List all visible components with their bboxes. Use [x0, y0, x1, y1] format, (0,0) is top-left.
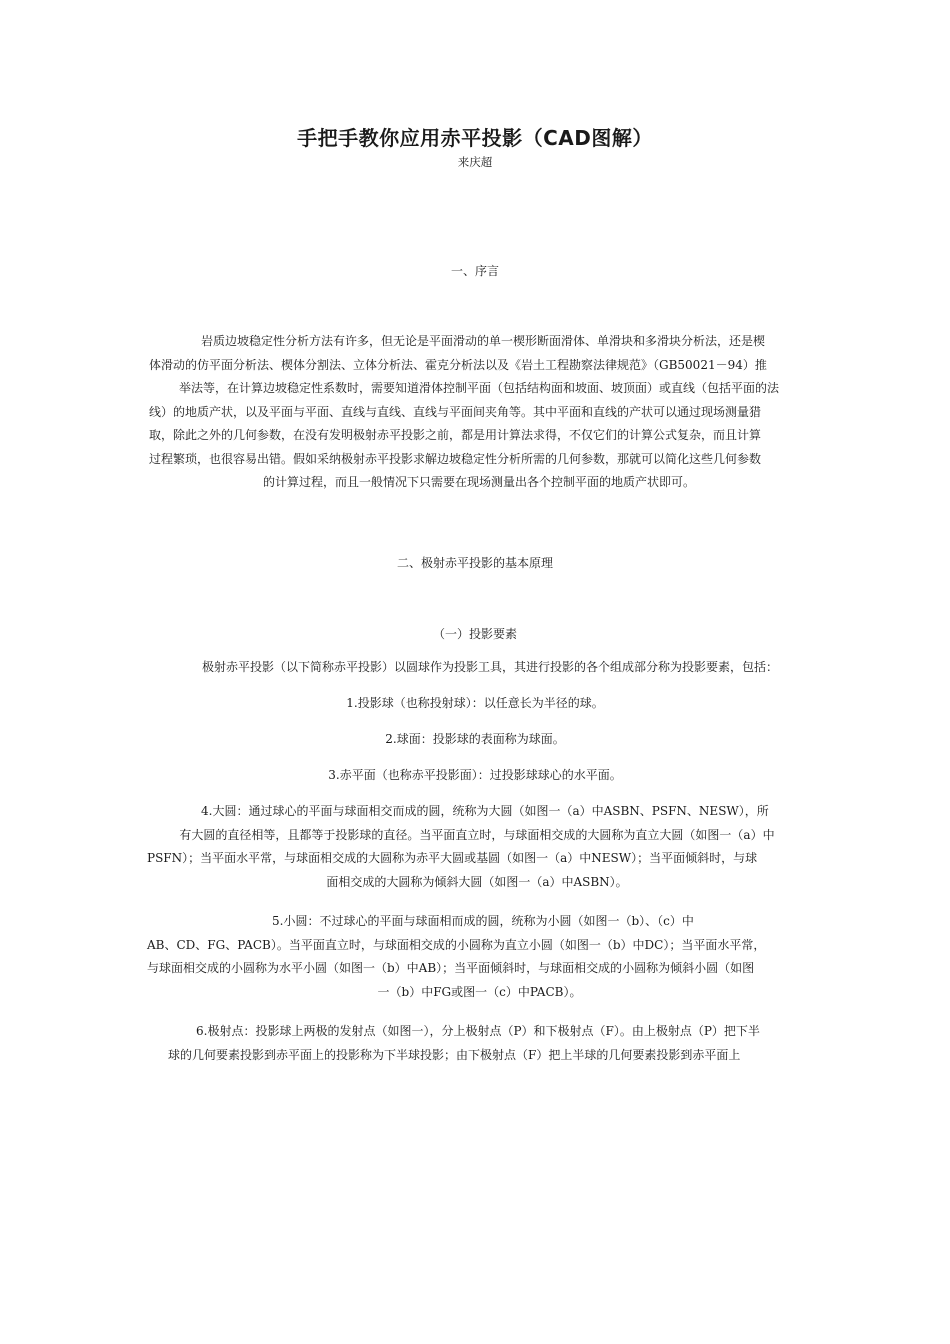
- author-name: 来庆超: [457, 155, 493, 169]
- list-item-4-line: 有大圆的直径相等，且都等于投影球的直径。当平面直立时，与球面相交成的大圆称为直立大圆（如图一（a）中: [179, 827, 775, 842]
- preface-line: 线）的地质产状，以及平面与平面、直线与直线、直线与平面间夹角等。其中平面和直线的产状可以通过现场测量猎: [149, 404, 762, 419]
- list-item-4-line: PSFN）；当平面水平常，与球面相交成的大圆称为赤平大圆或基圆（如图一（a）中NESW）；当平面倾斜时，与球: [147, 851, 758, 865]
- list-item-4-line: 4.大圆：通过球心的平面与球面相交而成的圆，统称为大圆（如图一（a）中ASBN、PSFN、NESW），所: [201, 804, 769, 818]
- list-item-1: 1.投影球（也称投射球）：以任意长为半径的球。: [346, 696, 604, 710]
- list-item-4-line: 面相交成的大圆称为倾斜大圆（如图一（a）中ASBN）。: [326, 874, 628, 889]
- preface-line: 过程繁琐，也很容易出错。假如采纳极射赤平投影求解边坡稳定性分析所需的几何参数，那就可以简化这些几何参数: [149, 451, 762, 466]
- intro-paragraph: [202, 656, 822, 680]
- list-item-5: [147, 910, 812, 1004]
- section-heading-preface: 一、序言: [450, 264, 499, 278]
- subsection-heading-elements: （一）投影要素: [432, 627, 517, 641]
- preface-line: 的计算过程，而且一般情况下只需要在现场测量出各个控制平面的地质产状即可。: [262, 475, 695, 489]
- list-item-6-line: 6.极射点：投影球上两极的发射点（如图一），分上极射点（P）和下极射点（F）。由上极射点（P）把下半: [196, 1024, 760, 1038]
- list-item-4: [147, 800, 807, 894]
- list-item-5-line: 一（b）中FG或图一（c）中PACB）。: [377, 984, 582, 999]
- list-item-5-line: 与球面相交成的小圆称为水平小圆（如图一（b）中AB）；当平面倾斜时，与球面相交成的小圆称为倾斜小圆（如图: [147, 961, 755, 975]
- preface-paragraph: [149, 330, 809, 495]
- preface-line: 体滑动的仿平面分析法、楔体分割法、立体分析法、霍克分析法以及《岩土工程勘察法律规范》（GB50021－94）推: [149, 357, 767, 372]
- list-item-5-line: AB、CD、FG、PACB）。当平面直立时，与球面相交成的小圆称为直立小圆（如图一（b）中DC）；当平面水平常，: [147, 937, 766, 952]
- list-item-5-line: 5.小圆：不过球心的平面与球面相而成的圆，统称为小圆（如图一（b）、（c）中: [272, 914, 694, 928]
- preface-line: 岩质边坡稳定性分析方法有许多，但无论是平面滑动的单一楔形断面滑体、单滑块和多滑块分析法，还是楔: [201, 334, 766, 348]
- list-item-3: 3.赤平面（也称赤平投影面）：过投影球球心的水平面。: [328, 768, 622, 782]
- list-item-6: [168, 1020, 813, 1067]
- preface-line: 举法等，在计算边坡稳定性系数时，需要知道滑体控制平面（包括结构面和坡面、坡顶面）或直线（包括平面的法: [178, 381, 779, 395]
- intro-line: 极射赤平投影（以下简称赤平投影）以圆球作为投影工具，其进行投影的各个组成部分称为投影要素，包括：: [202, 660, 779, 674]
- list-item-6-line: 球的几何要素投影到赤平面上的投影称为下半球投影；由下极射点（F）把上半球的几何要素投影到赤平面上: [168, 1047, 741, 1062]
- section-heading-principle: 二、极射赤平投影的基本原理: [396, 556, 553, 570]
- document-title: 手把手教你应用赤平投影（CAD图解）: [297, 126, 653, 150]
- list-item-2: 2.球面：投影球的表面称为球面。: [385, 732, 565, 746]
- preface-line: 取，除此之外的几何参数，在没有发明极射赤平投影之前，都是用计算法求得，不仅它们的计算公式复杂，而且计算: [149, 428, 762, 442]
